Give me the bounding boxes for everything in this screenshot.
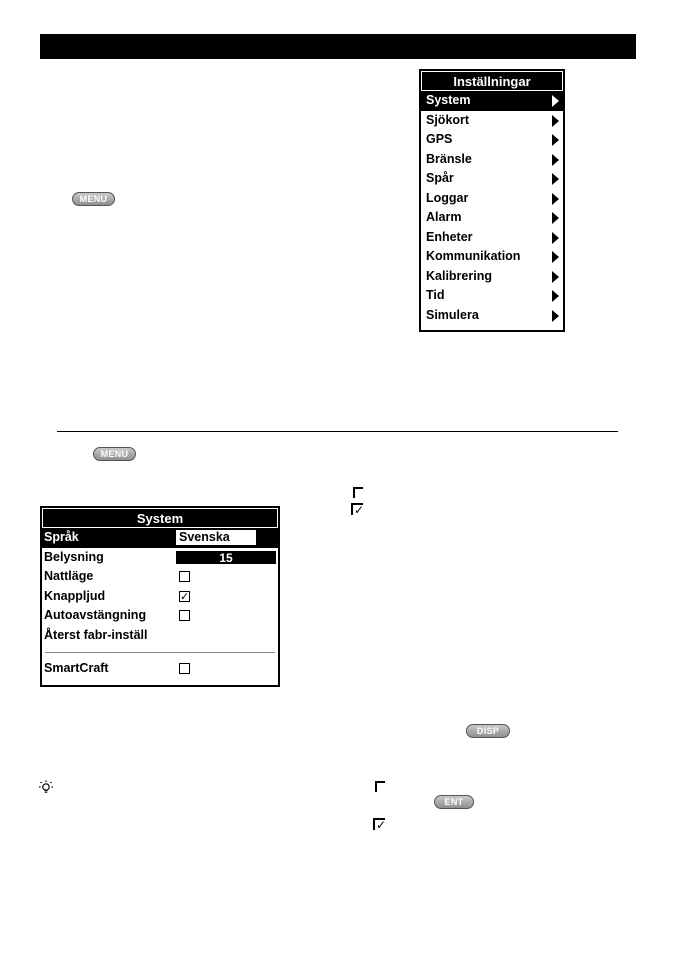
section-divider xyxy=(57,431,618,432)
menu-item-chart[interactable] xyxy=(421,111,563,131)
checkbox-unchecked-icon xyxy=(375,781,385,792)
triangle-right-icon xyxy=(552,232,559,244)
menu-separator xyxy=(45,652,275,653)
menu-item-alarm[interactable] xyxy=(421,208,563,228)
setting-label: Språk xyxy=(44,530,79,544)
setting-row-key-sound[interactable] xyxy=(42,587,278,607)
settings-menu-list xyxy=(421,91,563,325)
disp-key-icon xyxy=(466,724,510,738)
triangle-right-icon xyxy=(552,271,559,283)
lightbulb-icon xyxy=(38,780,54,796)
setting-row-language[interactable] xyxy=(42,528,278,548)
menu-key-label: MENU xyxy=(100,449,129,459)
triangle-right-icon xyxy=(552,134,559,146)
menu-item-label: Spår xyxy=(426,171,454,185)
checkbox-checked-icon: ✓ xyxy=(373,818,385,830)
menu-item-calibration[interactable] xyxy=(421,267,563,287)
ent-key-label: ENT xyxy=(444,797,464,807)
language-value[interactable]: Svenska xyxy=(176,530,256,545)
setting-label: Nattläge xyxy=(44,569,94,583)
system-menu xyxy=(40,506,280,687)
triangle-right-icon xyxy=(552,173,559,185)
triangle-right-icon xyxy=(552,212,559,224)
triangle-right-icon xyxy=(552,154,559,166)
menu-item-gps[interactable] xyxy=(421,130,563,150)
menu-item-fuel[interactable] xyxy=(421,150,563,170)
triangle-right-icon xyxy=(552,290,559,302)
menu-item-label: Sjökort xyxy=(426,112,470,127)
settings-menu xyxy=(419,69,565,332)
checkbox-unchecked-icon[interactable] xyxy=(179,610,190,621)
setting-label: SmartCraft xyxy=(44,661,109,675)
menu-item-label: Kommunikation xyxy=(426,249,521,263)
menu-item-label: Loggar xyxy=(426,190,469,205)
menu-item-communication[interactable] xyxy=(421,247,563,267)
menu-item-label: GPS xyxy=(426,132,453,146)
menu-key-icon xyxy=(93,447,136,461)
triangle-right-icon xyxy=(552,310,559,322)
triangle-right-icon xyxy=(552,193,559,205)
system-menu-title: System xyxy=(42,508,278,528)
checkbox-unchecked-icon[interactable] xyxy=(179,663,190,674)
backlight-level-bar[interactable]: 15 xyxy=(176,551,276,564)
setting-row-backlight[interactable] xyxy=(42,548,278,568)
disp-key-label: DISP xyxy=(476,726,500,736)
setting-row-smartcraft[interactable] xyxy=(42,659,278,679)
menu-item-simulate[interactable] xyxy=(421,306,563,326)
triangle-right-icon xyxy=(552,251,559,263)
setting-row-factory-reset[interactable] xyxy=(42,626,278,646)
menu-item-logs[interactable] xyxy=(421,189,563,209)
setting-row-auto-off[interactable] xyxy=(42,606,278,626)
triangle-right-icon xyxy=(552,115,559,127)
menu-item-label: Alarm xyxy=(426,210,462,224)
setting-label: Knappljud xyxy=(44,588,106,603)
menu-item-label: System xyxy=(426,93,471,107)
menu-key-label: MENU xyxy=(79,194,108,204)
header-bar xyxy=(40,34,636,59)
ent-key-icon xyxy=(434,795,474,809)
checkbox-unchecked-icon[interactable] xyxy=(179,571,190,582)
setting-row-night-mode[interactable] xyxy=(42,567,278,587)
setting-label: Återst fabr-inställ xyxy=(44,627,148,642)
menu-item-label: Simulera xyxy=(426,307,479,322)
checkbox-checked-icon[interactable]: ✓ xyxy=(180,590,190,603)
menu-key-icon xyxy=(72,192,115,206)
menu-item-units[interactable] xyxy=(421,228,563,248)
triangle-right-icon xyxy=(552,95,559,107)
menu-item-label: Bränsle xyxy=(426,151,472,166)
menu-item-time[interactable] xyxy=(421,286,563,306)
menu-item-tracks[interactable] xyxy=(421,169,563,189)
menu-item-label: Enheter xyxy=(426,229,473,244)
settings-menu-title: Inställningar xyxy=(421,71,563,91)
setting-label: Belysning xyxy=(44,549,104,564)
checkbox-checked-icon: ✓ xyxy=(351,503,363,515)
menu-item-label: Kalibrering xyxy=(426,268,492,283)
checkbox-unchecked-icon xyxy=(353,487,363,498)
setting-label: Autoavstängning xyxy=(44,608,147,622)
menu-item-system[interactable] xyxy=(421,91,563,111)
menu-item-label: Tid xyxy=(426,288,445,302)
